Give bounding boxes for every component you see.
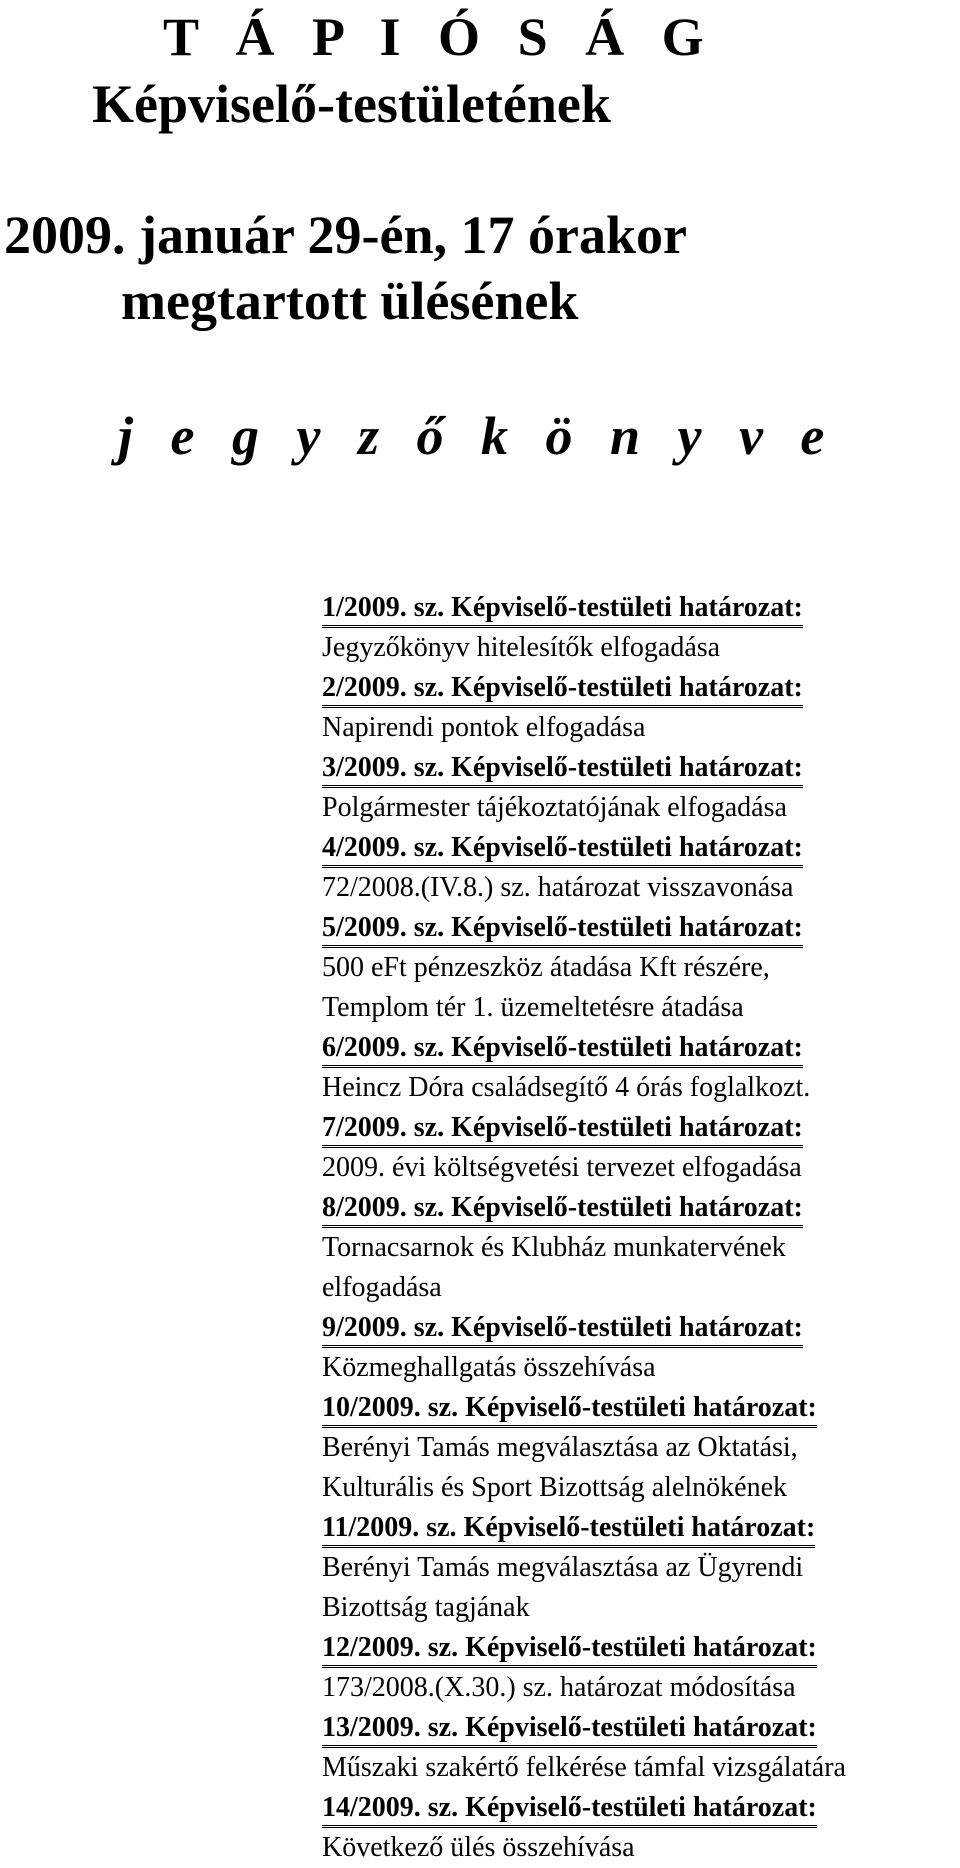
resolution-heading: 9/2009. sz. Képviselő-testületi határozat: xyxy=(322,1308,803,1348)
resolution-description: Berényi Tamás megválasztása az Ügyrendi Bizottság tagjának xyxy=(322,1552,804,1623)
session-description: megtartott ülésének xyxy=(121,271,579,331)
resolution-heading: 2/2009. sz. Képviselő-testületi határozat: xyxy=(322,668,803,708)
resolution-description: 173/2008.(X.30.) sz. határozat módosítása xyxy=(322,1672,796,1703)
resolution-heading: 3/2009. sz. Képviselő-testületi határozat: xyxy=(322,748,803,788)
resolution-heading-row xyxy=(322,1028,958,1068)
resolution-item xyxy=(322,668,958,748)
resolution-item xyxy=(322,908,958,1028)
resolution-description: Tornacsarnok és Klubház munkatervének elfogadása xyxy=(322,1232,786,1303)
resolution-heading: 11/2009. sz. Képviselő-testületi határozat: xyxy=(322,1508,815,1548)
session-date: 2009. január 29-én, 17 órakor xyxy=(4,205,687,265)
resolution-heading-row xyxy=(322,668,958,708)
resolution-heading-row xyxy=(322,1188,958,1228)
resolution-description: Műszaki szakértő felkérése támfal vizsgálatára xyxy=(322,1752,846,1783)
resolution-item xyxy=(322,1788,958,1868)
resolution-item xyxy=(322,588,958,668)
resolution-item xyxy=(322,1308,958,1388)
resolution-item xyxy=(322,1388,958,1508)
resolution-description: Következő ülés összehívása xyxy=(322,1832,635,1863)
resolution-heading: 14/2009. sz. Képviselő-testületi határozat: xyxy=(322,1788,817,1828)
resolution-description: Heincz Dóra családsegítő 4 órás foglalkozt. xyxy=(322,1072,811,1103)
resolution-heading-row xyxy=(322,1108,958,1148)
resolution-description: Napirendi pontok elfogadása xyxy=(322,712,646,743)
resolution-heading: 7/2009. sz. Képviselő-testületi határozat: xyxy=(322,1108,803,1148)
resolution-item xyxy=(322,1108,958,1188)
resolution-description: Közmeghallgatás összehívása xyxy=(322,1352,656,1383)
resolution-heading-row xyxy=(322,1788,958,1828)
resolution-heading: 4/2009. sz. Képviselő-testületi határozat: xyxy=(322,828,803,868)
resolution-description: 2009. évi költségvetési tervezet elfogadása xyxy=(322,1152,802,1183)
resolution-heading: 13/2009. sz. Képviselő-testületi határozat: xyxy=(322,1708,817,1748)
resolution-heading-row xyxy=(322,1628,958,1668)
resolution-heading: 12/2009. sz. Képviselő-testületi határozat: xyxy=(322,1628,817,1668)
resolution-heading: 5/2009. sz. Képviselő-testületi határozat: xyxy=(322,908,803,948)
resolution-heading-row xyxy=(322,1308,958,1348)
resolution-heading-row xyxy=(322,1388,958,1428)
resolution-heading-row xyxy=(322,828,958,868)
resolution-item xyxy=(322,1188,958,1308)
resolution-item xyxy=(322,748,958,828)
resolution-heading-row xyxy=(322,748,958,788)
resolution-heading-row xyxy=(322,588,958,628)
resolution-description: 72/2008.(IV.8.) sz. határozat visszavonása xyxy=(322,872,794,903)
resolution-heading: 10/2009. sz. Képviselő-testületi határozat: xyxy=(322,1388,817,1428)
municipality-name: T Á P I Ó S Á G xyxy=(163,7,716,67)
resolution-item xyxy=(322,828,958,908)
resolution-description: Polgármester tájékoztatójának elfogadása xyxy=(322,792,787,823)
resolution-description: 500 eFt pénzeszköz átadása Kft részére, Templom tér 1. üzemeltetésre átadása xyxy=(322,952,770,1023)
resolution-heading: 6/2009. sz. Képviselő-testületi határozat: xyxy=(322,1028,803,1068)
council-name: Képviselő-testületének xyxy=(92,74,611,134)
resolution-item xyxy=(322,1708,958,1788)
document-type: j e g y z ő k ö n y v e xyxy=(118,406,837,466)
resolution-description: Berényi Tamás megválasztása az Oktatási, Kulturális és Sport Bizottság alelnökének xyxy=(322,1432,798,1503)
resolution-list xyxy=(322,588,958,1868)
resolution-heading-row xyxy=(322,908,958,948)
resolution-item xyxy=(322,1508,958,1628)
resolution-item xyxy=(322,1028,958,1108)
resolution-description: Jegyzőkönyv hitelesítők elfogadása xyxy=(322,632,721,663)
resolution-heading-row xyxy=(322,1508,958,1548)
resolution-item xyxy=(322,1628,958,1708)
resolution-heading: 1/2009. sz. Képviselő-testületi határozat: xyxy=(322,588,803,628)
resolution-heading-row xyxy=(322,1708,958,1748)
resolution-heading: 8/2009. sz. Képviselő-testületi határozat: xyxy=(322,1188,803,1228)
